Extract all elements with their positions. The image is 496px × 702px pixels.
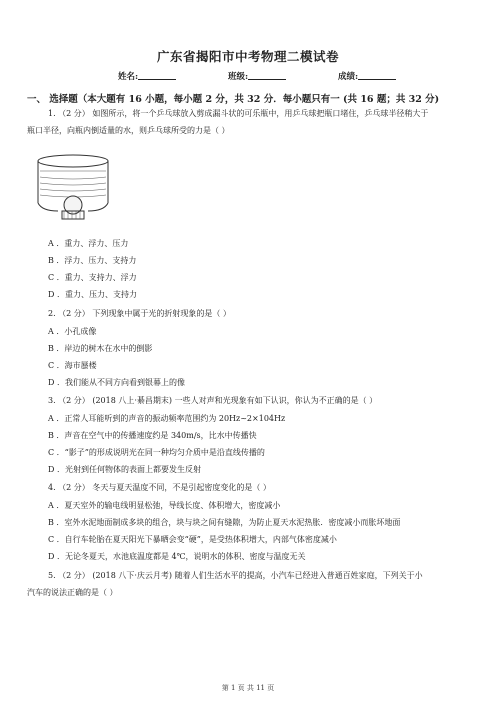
q4-option-c: C ．自行车轮胎在夏天阳光下暴晒会变“硬”，是受热体积增大，内部气体密度减小: [48, 535, 337, 544]
q1-option-b: B ．浮力、压力、支持力: [48, 256, 137, 265]
q4-option-b: B ．室外水泥地面制成多块的组合，块与块之间有缝隙，为防止夏天水泥热胀．密度减小而胀坏地面: [48, 518, 401, 527]
q2-option-d: D ．我们能从不同方向看到银幕上的像: [48, 378, 185, 387]
q1-option-d: D ．重力、压力、支持力: [48, 290, 137, 299]
q1-option-c: C ．重力、支持力、浮力: [48, 273, 137, 282]
score-blank: [358, 71, 396, 80]
question-2-stem: 2. （2 分） 下列现象中属于光的折射现象的是（ ）: [48, 309, 231, 318]
q2-option-c: C ．海市蜃楼: [48, 361, 97, 370]
question-1-stem: 1. （2 分） 如图所示，将一个乒乓球放入剪成漏斗状的可乐瓶中，用乒乓球把瓶口堵住，乒乓球半径稍大于: [48, 109, 429, 118]
bottle-ping-pong-figure: [34, 153, 112, 221]
question-1-stem-cont: 瓶口半径，向瓶内倒适量的水，则乒乓球所受的力是（ ）: [27, 126, 230, 135]
question-3-stem: 3. （2 分） (2018 八上·綦昌期末) 一些人对声和光现象有如下认识，你认为不正确的是（ ）: [48, 396, 378, 405]
q3-option-a: A ．正常人耳能听到的声音的振动频率范围约为 20Hz~2×104Hz: [48, 414, 286, 423]
q2-option-b: B ．岸边的树木在水中的倒影: [48, 344, 153, 353]
q3-option-c: C ．“影子”的形成说明光在同一种均匀介质中是沿直线传播的: [48, 448, 265, 457]
score-field: [338, 70, 396, 82]
name-blank: [138, 71, 176, 80]
q3-option-b: B ．声音在空气中的传播速度约是 340m/s，比水中传播快: [48, 431, 257, 440]
page-footer: 第 1 页 共 11 页: [221, 684, 275, 692]
score-label: 成绩:: [338, 72, 359, 82]
q4-option-d: D ．无论冬夏天，水池底温度都是 4℃，说明水的体积、密度与温度无关: [48, 552, 306, 561]
question-4-stem: 4. （2 分） 冬天与夏天温度不同，不是引起密度变化的是（ ）: [48, 483, 271, 492]
name-field: [118, 70, 176, 82]
question-5-stem: 5. （2 分） (2018 八下·庆云月考) 随着人们生活水平的提高，小汽车已经进入普通百姓家庭，下列关于小: [48, 571, 423, 580]
section-heading: 一、 选择题（本大题有 16 小题，每小题 2 分，共 32 分．每小题只有一 (共 16 题；共 32 分): [27, 94, 440, 105]
page-title: 广东省揭阳市中考物理二模试卷: [156, 49, 339, 64]
q2-option-a: A ．小孔成像: [48, 327, 97, 336]
class-field: [228, 70, 286, 82]
question-5-stem-cont: 汽车的说法正确的是（ ）: [27, 588, 118, 597]
q4-option-a: A ．夏天室外的输电线明显松弛，导线长度、体积增大，密度减小: [48, 501, 281, 510]
class-label: 班级:: [228, 72, 249, 82]
q3-option-d: D ．光射到任何物体的表面上都要发生反射: [48, 465, 201, 474]
q1-option-a: A ．重力、浮力、压力: [48, 239, 129, 248]
class-blank: [248, 71, 286, 80]
name-label: 姓名:: [118, 72, 139, 82]
